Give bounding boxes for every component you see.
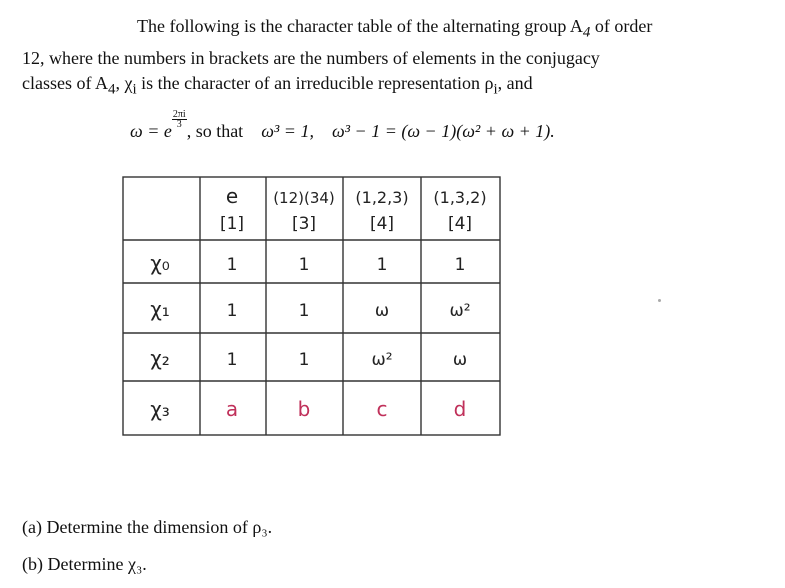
intro-line3d: , and	[497, 72, 533, 93]
sub-i-2: i	[493, 81, 498, 98]
cell-0-3: 1	[454, 255, 466, 275]
question-a: (a) Determine the dimension of ρ₃.	[22, 517, 273, 537]
so-that: , so that	[186, 121, 244, 141]
exponent-denominator: 3	[176, 119, 182, 130]
cell-3-2: c	[376, 397, 388, 421]
cell-2-1: 1	[298, 350, 310, 370]
cell-1-3: ω²	[449, 301, 471, 321]
cell-2-3: ω	[452, 350, 468, 370]
cell-0-2: 1	[376, 255, 388, 275]
group-subscript-2: 4	[107, 81, 116, 98]
col-header-0-class: e	[225, 184, 239, 208]
col-header-1-count: [3]	[291, 214, 317, 234]
exponent-numerator: 2πi	[172, 109, 186, 120]
sub-i: i	[132, 81, 137, 98]
row-label-3: χ₃	[150, 397, 170, 421]
row-label-1: χ₁	[150, 297, 170, 321]
col-header-1-class: (12)(34)	[273, 189, 335, 207]
relation-1: ω³ = 1,	[261, 121, 314, 141]
cell-1-0: 1	[226, 301, 238, 321]
cell-1-2: ω	[374, 301, 390, 321]
cell-1-1: 1	[298, 301, 310, 321]
cell-0-0: 1	[226, 255, 238, 275]
group-subscript: 4	[582, 24, 591, 41]
intro-line3a: classes of A	[22, 72, 108, 93]
stray-dot	[658, 299, 661, 302]
question-b: (b) Determine χ₃.	[22, 554, 147, 574]
cell-2-0: 1	[226, 350, 238, 370]
relation-2: ω³ − 1 = (ω − 1)(ω² + ω + 1).	[331, 121, 555, 141]
cell-2-2: ω²	[371, 350, 393, 370]
intro-line1: The following is the character table of the alternating group A	[137, 16, 583, 36]
omega-lhs: ω = e	[130, 121, 172, 141]
col-header-2-count: [4]	[369, 214, 395, 234]
col-header-2-class: (1,2,3)	[355, 188, 409, 207]
intro-line1b: of order	[590, 16, 653, 36]
row-label-2: χ₂	[150, 346, 170, 370]
col-header-3-count: [4]	[447, 214, 473, 234]
row-label-0: χ₀	[150, 251, 170, 275]
intro-line2: 12, where the numbers in brackets are the numbers of elements in the conjugacy	[22, 47, 600, 68]
col-header-0-count: [1]	[219, 214, 245, 234]
intro-line3c: is the character of an irreducible representation ρ	[136, 72, 494, 93]
cell-3-0: a	[225, 397, 239, 421]
intro-line3b: , χ	[115, 72, 133, 93]
cell-3-3: d	[453, 397, 467, 421]
col-header-3-class: (1,3,2)	[433, 188, 487, 207]
cell-3-1: b	[297, 397, 311, 421]
cell-0-1: 1	[298, 255, 310, 275]
